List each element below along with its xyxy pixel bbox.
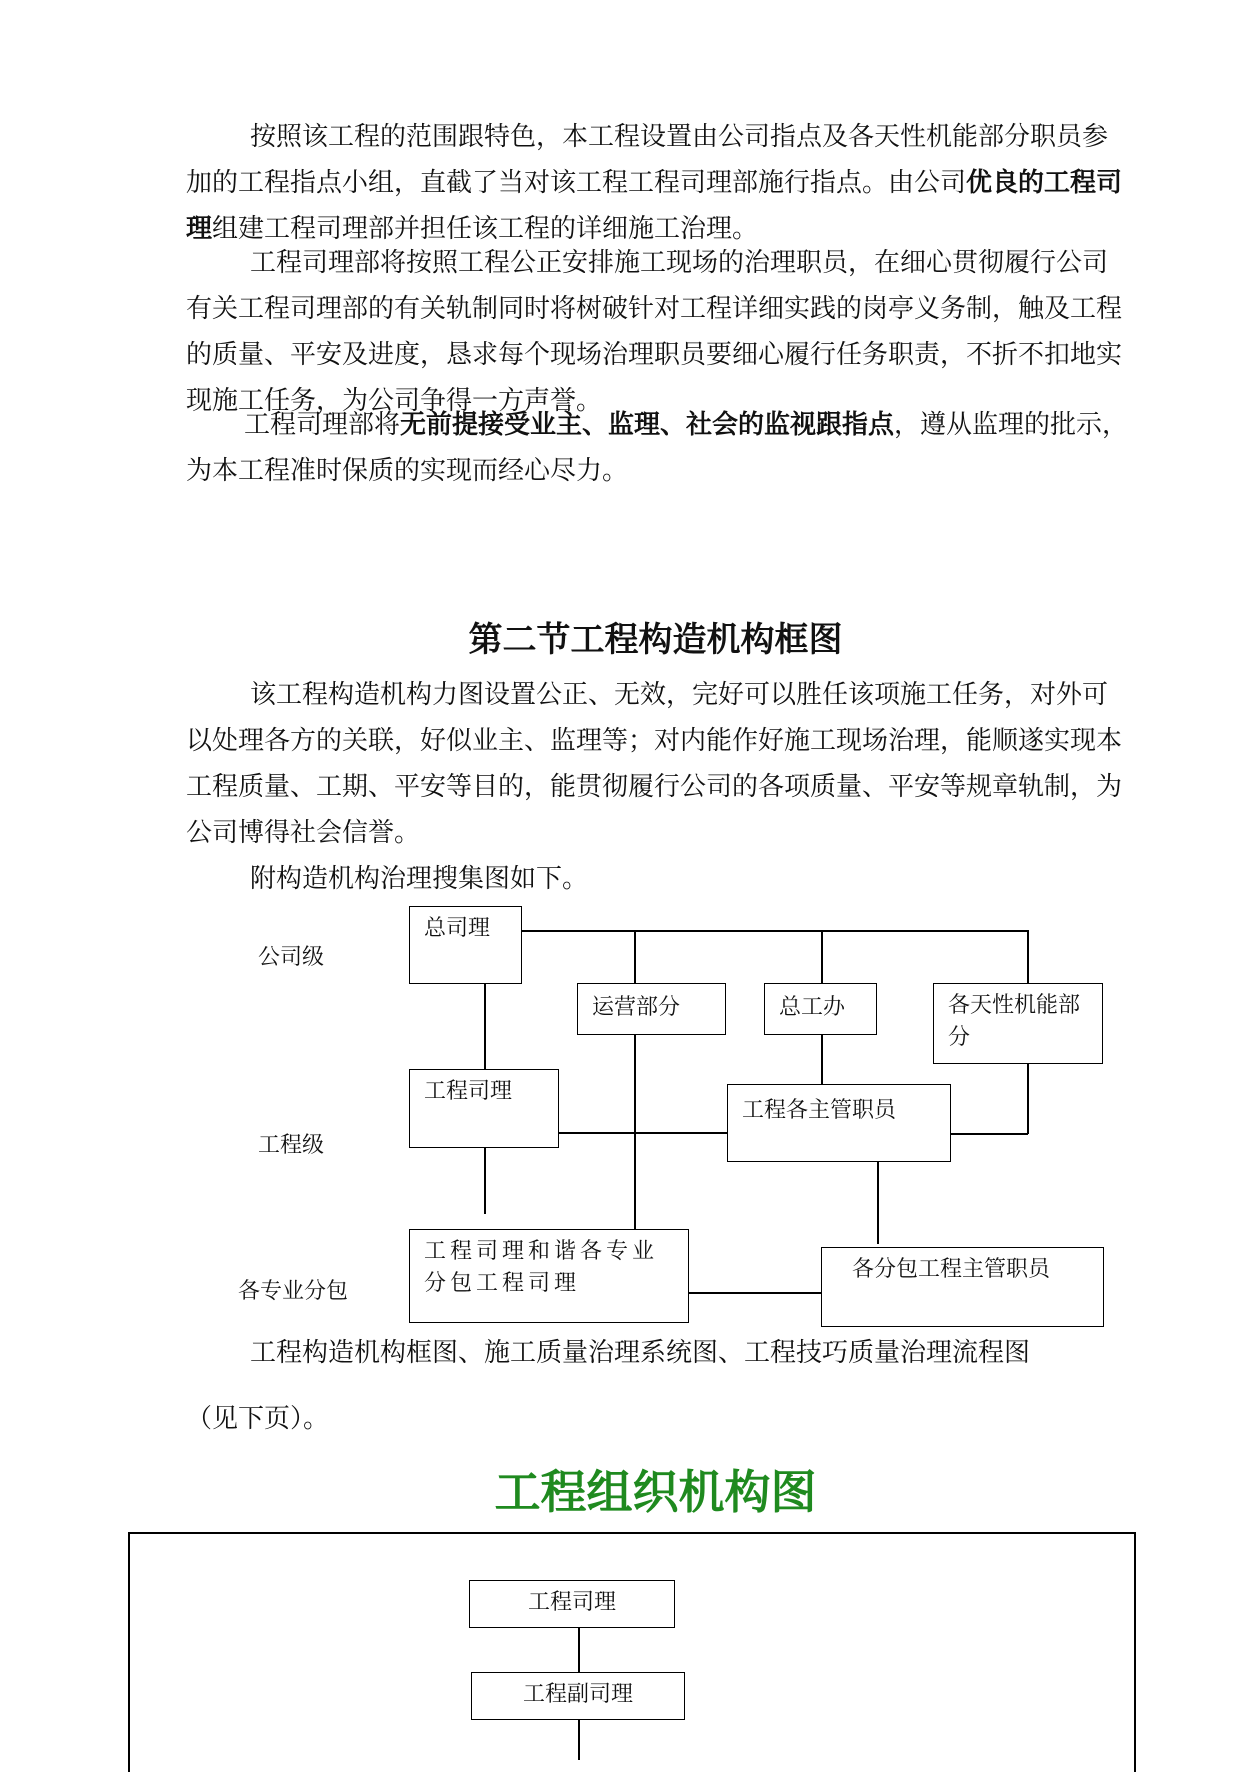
connector-line <box>578 1720 580 1760</box>
connector-line <box>578 1628 580 1672</box>
pm-sub-managers-box: 工程司理和谐各专业分包工程司理 <box>409 1229 689 1323</box>
paragraph-3-text-a: 工程司理部将 <box>244 410 401 440</box>
connector-line <box>821 1035 823 1085</box>
functional-depts-box: 各天性机能部分 <box>933 983 1103 1064</box>
general-manager-box: 总司理 <box>409 906 522 984</box>
project-manager-node: 工程司理 <box>469 1580 675 1628</box>
connector-line <box>522 930 1028 932</box>
paragraph-6: 工程构造机构框图、施工质量治理系统图、工程技巧质量治理流程图 <box>250 1338 1031 1368</box>
level-company-label: 公司级 <box>258 945 325 970</box>
section-title: 第二节工程构造机构框图 <box>468 620 843 660</box>
paragraph-1 <box>186 114 1132 252</box>
connector-line <box>821 930 823 984</box>
connector-line <box>634 930 636 984</box>
connector-line <box>950 1133 1028 1135</box>
paragraph-3-bold: 无前提接受业主、监理、社会的监视跟指点 <box>400 410 895 440</box>
paragraph-4: 该工程构造机构力图设置公正、无效，完好可以胜任该项施工任务，对外可以处理各方的关联，好似业主、监理等；对内能作好施工现场治理，能顺遂实现本工程质量、工期、平安等目的，能贯彻履行公司的各项质量、平安等规章轨制，为公司博得社会信誉。 <box>186 680 1123 848</box>
org-structure-chart <box>128 1532 1136 1772</box>
connector-line <box>484 1147 486 1214</box>
paragraph-3 <box>186 402 1132 494</box>
connector-line <box>1027 1063 1029 1134</box>
sub-supervisors-box: 各分包工程主管职员 <box>821 1247 1104 1327</box>
org-structure-title: 工程组织机构图 <box>494 1465 817 1519</box>
project-manager-box: 工程司理 <box>409 1069 559 1148</box>
paragraph-1-text-a: 按照该工程的范围跟特色，本工程设置由公司指点及各天性机能部分职员参加的工程指点小组，直截了当对该工程工程司理部施行指点。由公司 <box>186 122 1109 198</box>
paragraph-3-text-b: ，遵从监理的批示，为本工程准时保质的实现而经心尽力。 <box>186 410 1129 486</box>
connector-line <box>877 1161 879 1244</box>
paragraph-2: 工程司理部将按照工程公正安排施工现场的治理职员，在细心贯彻履行公司有关工程司理部的有关轨制同时将树破针对工程详细实践的岗亭义务制，触及工程的质量、平安及进度，恳求每个现场治理职员要细心履行任务职责，不折不扣地实现施工任务，为公司争得一方声誉。 <box>186 248 1123 416</box>
project-supervisors-box: 工程各主管职员 <box>727 1084 951 1162</box>
connector-line <box>484 983 486 1070</box>
paragraph-5: 附构造机构治理搜集图如下。 <box>250 864 589 894</box>
connector-line <box>688 1292 821 1294</box>
paragraph-1-text-b: 组建工程司理部并担任该工程的详细施工治理。 <box>212 214 759 244</box>
operations-dept-box: 运营部分 <box>577 983 726 1035</box>
level-sub-label: 各专业分包 <box>238 1279 349 1304</box>
deputy-manager-node: 工程副司理 <box>471 1672 685 1720</box>
paragraph-7: （见下页）。 <box>186 1404 330 1434</box>
paragraph-1-bold: 优良的工程司理 <box>186 168 1123 244</box>
connector-line <box>1027 930 1029 984</box>
level-project-label: 工程级 <box>258 1133 325 1158</box>
chief-engineer-office-box: 总工办 <box>764 983 877 1035</box>
connector-line <box>558 1132 728 1134</box>
